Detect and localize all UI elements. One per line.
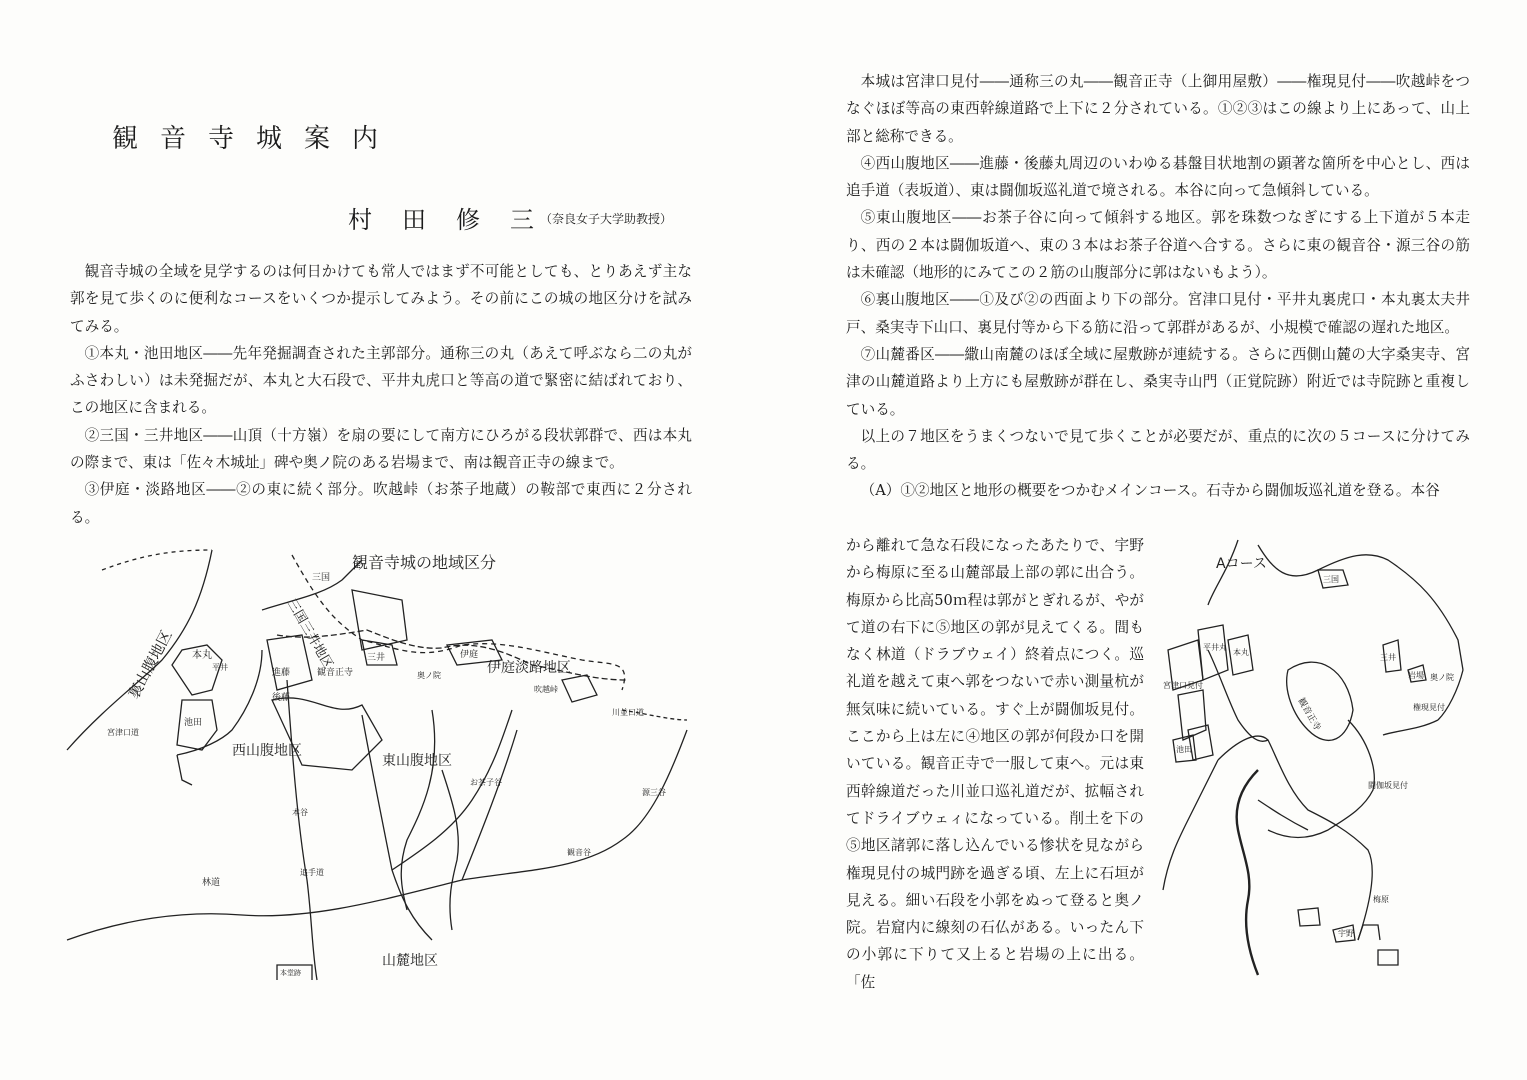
paragraph: から離れて急な石段になったあたりで、宇野から梅原に至る山麓部最上部の郭に出合う。梅原から比高50ｍ程は郭がとぎれるが、やがて道の右下に⑤地区の郭が見えてくる。間もなく林道（ドラブウェイ）終着点につく。巡礼道を越えて東へ郭をつないで赤い測量杭が無気味に続いている。すぐ上が闘伽坂見付。ここから上は左に④地区の郭が何段か口を開いている。観音正寺で一服して東へ。元は東西幹線道だった川並口巡礼道だが、拡幅されてドライブウェィになっている。削土を下の⑤地区諸郭に落し込んでいる惨状を見ながら権現見付の城門跡を過ぎる頃、左上に石垣が見える。細い石段を小郭をぬって登ると奥ノ院。岩窟内に線刻の石仏がある。いったん下の小郭に下りて又上ると岩場の上に出る。「佐: [846, 537, 1144, 991]
map-label: 観音谷: [567, 848, 591, 857]
map-label: 川並口道: [612, 708, 644, 717]
map-label: 本堂跡: [280, 969, 301, 977]
map-label: 権現見付: [1413, 703, 1445, 712]
map-label: 三国三井地区: [283, 596, 336, 672]
map-label: 平井: [212, 663, 228, 672]
map-label: 林道: [202, 878, 221, 888]
right-page: [763, 0, 1527, 1080]
map-label: 梅原: [1373, 895, 1389, 904]
article-title: 観音寺城案内: [112, 124, 401, 154]
map-label: 闘伽坂見付: [1368, 781, 1408, 790]
right-column-text: [846, 532, 1144, 996]
paragraph: ②三国・三井地区――山頂（十方嶺）を扇の要にして南方にひろがる段状郭群で、西は本丸の際まで、東は「佐々木城址」碑や奥ノ院のある岩場まで、南は観音正寺の線まで。: [70, 426, 692, 472]
map-label: 後藤: [272, 693, 291, 703]
map-label: 三国: [312, 573, 331, 583]
paragraph: ④西山腹地区――進藤・後藤丸周辺のいわゆる碁盤目状地割の顕著な箇所を中心とし、西は追手道（表坂道）、東は闘伽坂巡礼道で境される。本谷に向って急傾斜している。: [846, 154, 1470, 200]
map-label: 三国: [1323, 575, 1339, 584]
author-affiliation: （奈良女子大学助教授）: [540, 212, 673, 226]
map-label: 宇野: [1338, 929, 1354, 938]
map-label: 池田: [184, 718, 203, 728]
map-label: 奥ノ院: [1430, 673, 1454, 682]
map-label: 源三谷: [642, 788, 666, 797]
map-label: 奥ノ院: [417, 671, 441, 680]
course-a-map: [1158, 530, 1488, 980]
paragraph: ⑦山麓番区――繖山南麓のほぼ全域に屋敷跡が連続する。さらに西側山麓の大字桑実寺、宮津の山麓道路より上方にも屋敷跡が群在し、桑実寺山門（正覚院跡）附近では寺院跡と重複している。: [846, 345, 1470, 418]
map-label: 進藤: [272, 668, 291, 678]
map-label: 西山腹地区: [232, 743, 302, 759]
author-name: 村田修三: [348, 206, 564, 234]
map-label: 追手道: [300, 868, 324, 877]
map-label: 三井: [1380, 653, 1396, 662]
paragraph: 以上の７地区をうまくつないで見て歩くことが必要だが、重点的に次の５コースに分けてみる。: [846, 427, 1470, 473]
map-label: 山麓地区: [382, 953, 438, 969]
paragraph: ③伊庭・淡路地区――②の東に続く部分。吹越峠（お茶子地蔵）の鞍部で東西に２分される。: [70, 481, 692, 526]
map-label: 観音正寺: [1295, 696, 1323, 733]
paragraph: （A）①②地区と地形の概要をつかむメインコース。石寺から闘伽坂巡礼道を登る。本谷: [860, 482, 1440, 500]
map-label: 平井丸: [1203, 643, 1227, 652]
map-label: 裏山腹地区: [124, 627, 176, 702]
paragraph: ⑤東山腹地区――お茶子谷に向って傾斜する地区。郭を珠数つなぎにする上下道が５本走り、西の２本は闘伽坂道へ、東の３本はお茶子谷道へ合する。さらに東の観音谷・源三谷の筋は未確認（地形的にみてこの２筋の山腹部分に郭はないもよう）。: [846, 209, 1470, 282]
map-label: 観音正寺: [317, 668, 354, 678]
map-label: 岩場: [1408, 671, 1424, 680]
paragraph: ⑥裏山腹地区――①及び②の西面より下の部分。宮津口見付・平井丸裏虎口・本丸裏太夫井戸、桑実寺下山口、裏見付等から下る筋に沿って郭群があるが、小規模で確認の遅れた地区。: [846, 291, 1470, 336]
map-label: 東山腹地区: [382, 753, 452, 769]
map-label: 池田: [1176, 745, 1192, 754]
left-body-text: [70, 258, 692, 531]
map-label: 伊庭: [460, 650, 479, 660]
map-label: 三井: [367, 653, 386, 663]
map-label: 伊庭淡路地区: [487, 660, 571, 676]
paragraph: ①本丸・池田地区――先年発掘調査された主郭部分。通称三の丸（あえて呼ぶなら二の丸がふさわしい）は未発掘だが、本丸と大石段で、平井丸虎口と等高の道で緊密に結ばれており、この地区に含まれる。: [70, 344, 692, 417]
map-label: 宮津口道: [107, 728, 139, 737]
map-title: 観音寺城の地域区分: [352, 553, 497, 572]
map-label: 本谷: [292, 808, 308, 817]
map-label: 吹越峠: [534, 685, 558, 694]
map-label: 本丸: [192, 650, 212, 661]
district-map: [62, 540, 692, 985]
left-page: [0, 0, 763, 1080]
map-title: Aコース: [1216, 556, 1267, 572]
paragraph: 本城は宮津口見付――通称三の丸――観音正寺（上御用屋敷）――権現見付――吹越峠をつなぐほぼ等高の東西幹線道路で上下に２分されている。①②③はこの線より上にあって、山上部と総称できる。: [846, 73, 1470, 145]
map-label: お茶子谷: [470, 778, 502, 787]
paragraph: 観音寺城の全域を見学するのは何日かけても常人ではまず不可能としても、とりあえず主な郭を見て歩くのに便利なコースをいくつか提示してみよう。その前にこの城の地区分けを試みてみる。: [70, 263, 692, 335]
map-label: 本丸: [1233, 648, 1249, 657]
map-label: 宮津口見付: [1163, 681, 1203, 690]
right-body-text: [846, 68, 1470, 505]
